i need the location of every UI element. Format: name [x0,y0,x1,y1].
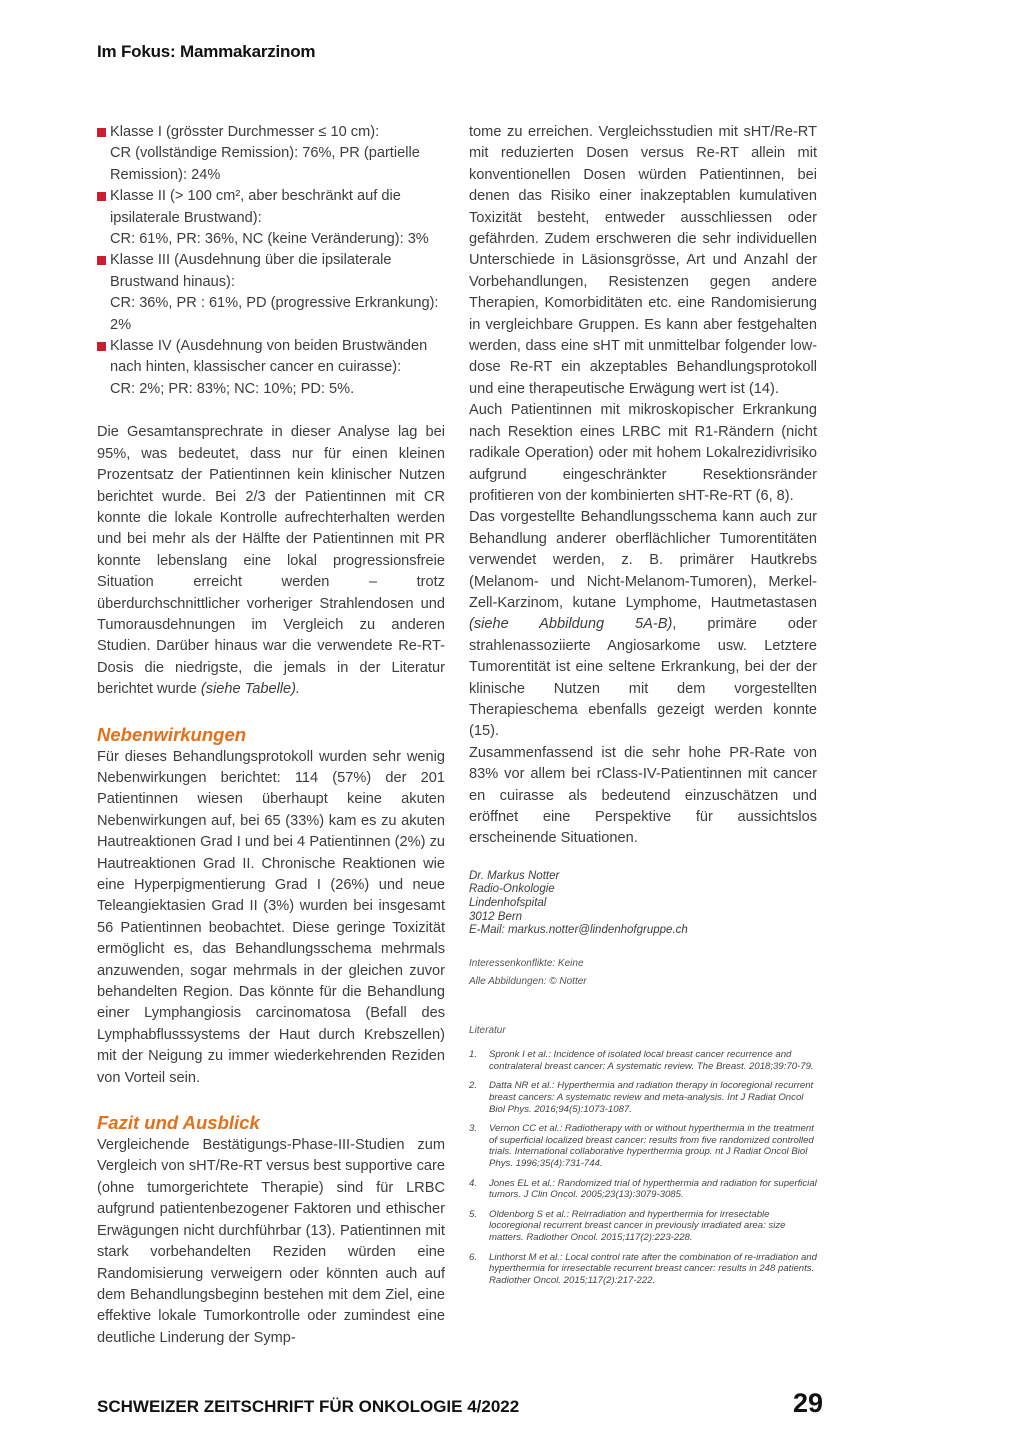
author-email[interactable]: E-Mail: markus.notter@lindenhofgruppe.ch [469,924,688,937]
author-name: Dr. Markus Notter [469,869,560,882]
list-item [97,122,445,186]
author-department: Radio-Onkologie [469,883,555,896]
image-credit: Alle Abbildungen: © Notter [469,975,587,987]
paragraph-response-rate: Die Gesamtansprechrate in dieser Analyse lag bei 95%, was bedeutet, dass nur für einen kleinen Prozentsatz der Patientinnen kein klinischer Nutzen berichtet wurde. Bei 2/3 der Patientinnen mit CR konnte die lokale Kontrolle aufrechterhalten werden und bei mehr als der Hälfte der Patientinnen mit PR konnte lebenslang eine lokal progressionsfreie Situation erreicht werden – trotz überdurchschnittlicher vorheriger Strahlendosen und Tumorausdehnungen im Vergleich zu anderen Studien. Darüber hinaus war die verwendete Re-RT-Dosis die niedrigste, die jemals in der Literatur berichtet wurde (siehe Tabelle). [97,424,445,698]
reference-item: 6. Linthorst M et al.: Local control rate after the combination of re-irradiation and hyperthermia for irresectable recurrent breast cancer: results in 248 patients. Radiother Oncol. 2015;117(2):217-222. [469,1251,817,1286]
reference-item: 4. Jones EL et al.: Randomized trial of hyperthermia and radiation for superficial tumors. J Clin Oncol. 2005;23(13):3079-3085. [469,1177,817,1201]
list-item [97,336,445,400]
paragraph-side-effects: Für dieses Behandlungsprotokoll wurden sehr wenig Nebenwirkungen berichtet: 114 (57%) der 201 Patientinnen wiesen überhaupt keine akuten Nebenwirkungen auf, bei 65 (33%) kam es zu akuten Hautreaktionen Grad I und bei 4 Patientinnen (2%) zu Hautreaktionen Grad II. Chronische Reaktionen wie eine Hyperpigmentierung Grad I (26%) und neue Teleangiektasien Grad II (3%) wurden bei insgesamt 56 Patientinnen beobachtet. Diese geringe Toxizität ermöglicht es, das Behandlungsschema mehrmals anzuwenden, sogar mehrmals in der gleichen zuvor behandelten Region. Das könnte für die Behandlung einer Lymphangiosis carcinomatosa (Befall des Lymphabflusssystems der Haut durch Krebszellen) mit der Neigung zu immer wiederkehrenden Reziden von Vorteil sein. [97,748,445,1086]
section-heading-nebenwirkungen: Nebenwirkungen [97,723,247,745]
running-header: Im Fokus: Mammakarzinom [97,42,316,61]
bullet-result: CR: 2%; PR: 83%; NC: 10%; PD: 5%. [110,380,355,397]
bullet-square-icon [97,192,106,201]
reference-item: 2. Datta NR et al.: Hyperthermia and radiation therapy in locoregional recurrent breast cancers: A systematic review and meta-analysis. Int J Radiat Oncol Biol Phys. 2016;94(5):1073-1087. [469,1080,814,1115]
author-block [469,870,817,938]
table-reference: (siehe Tabelle). [200,681,301,698]
bullet-title: Klasse III (Ausdehnung über die ipsilaterale Brustwand hinaus): [110,252,392,290]
bullet-square-icon [97,256,106,265]
paragraph-symptoms: tome zu erreichen. Vergleichsstudien mit sHT/Re-RT mit reduzierten Dosen versus Re-RT allein mit konventionellen Dosen würden Patientinnen, bei denen das Risiko einer inakzeptablen kumulativen Toxizität besteht, entweder ausschliessen oder gefährden. Zudem erschweren die sehr individuellen Unterschiede in Läsionsgrösse, Art und Anzahl der Vorbehandlungen, Resistenzen gegen andere Therapien, Komorbiditäten etc. eine Randomisierung in vergleichbare Gruppen. Es kann aber festgehalten werden, dass eine sHT mit unmittelbar folgender low-dose Re-RT ein akzeptables Behandlungsprotokoll und eine therapeutische Erwägung wert ist (14). [469,124,817,397]
paragraph-summary: Zusammenfassend ist die sehr hohe PR-Rate von 83% vor allem bei rClass-IV-Patientinnen mit cancer en cuirasse als bedeutend einzuschätzen und eröffnet eine Perspektive für aussichtslos erscheinende Situationen. [469,744,817,847]
section-heading-fazit: Fazit und Ausblick [97,1112,260,1134]
reference-item: 5. Oldenborg S et al.: Reirradiation and hyperthermia for irresectable locoregional recurrent breast cancer in previously irradiated area: size matters. Radiother Oncol. 2015;117(2):223-228. [469,1208,786,1243]
bullet-square-icon [97,128,106,137]
list-item [97,250,445,336]
conflict-of-interest: Interessenkonflikte: Keine [469,957,584,969]
left-column [97,122,445,1349]
bullet-result: CR (vollständige Remission): 76%, PR (partielle Remission): 24% [110,145,420,183]
paragraph-conclusion: Vergleichende Bestätigungs-Phase-III-Studien zum Vergleich von sHT/Re-RT versus best supportive care (ohne tumorgerichtete Therapie) sind für LRBC aufgrund patientenbezogener Faktoren und ethischer Erwägungen nicht durchführbar (13). Patientinnen mit stark vorbehandelten Reziden würden eine Randomisierung verweigern oder könnten auch auf dem Behandlungsbeginn bestehen mit dem Ziel, eine effektive lokale Tumorkontrolle oder zumindest eine deutliche Linderung der Symp- [97,1137,445,1346]
right-column [469,122,817,1294]
bullet-square-icon [97,342,106,351]
paragraph-other-entities: Das vorgestellte Behandlungsschema kann auch zur Behandlung anderer oberflächlicher Tumorentitäten verwendet werden, z. B. primärer Hautkrebs (Melanom- und Nicht-Melanom-Tumoren), Merkel-Zell-Karzinom, kutane Lymphome, Hautmetastasen (siehe Abbildung 5A-B), primäre oder strahlenassoziierte Angiosarkome usw. Letztere Tumorentität ist eine seltene Erkrankung, bei der der klinische Nutzen mit dem vorgestellten Therapieschema ebenfalls gezeigt werden konnte (15). [469,509,817,740]
reference-list [469,1049,817,1286]
paragraph-microscopic-disease: Auch Patientinnen mit mikroskopischer Erkrankung nach Resektion eines LRBC mit R1-Rändern (nicht radikale Operation) oder mit hohem Lokalrezidivrisiko aufgrund eingeschränkter Resektionsränder profitieren von der kombinierten sHT-Re-RT (6, 8). [469,402,817,504]
figure-reference: (siehe Abbildung 5A-B) [469,616,673,633]
author-hospital: Lindenhofspital [469,897,547,909]
class-results-list [97,122,445,400]
page-number: 29 [793,1388,824,1418]
journal-footer: SCHWEIZER ZEITSCHRIFT FÜR ONKOLOGIE 4/2022 [97,1397,520,1416]
bullet-title: Klasse II (> 100 cm², aber beschränkt auf die ipsilaterale Brustwand): [110,188,401,226]
bullet-result: CR: 36%, PR : 61%, PD (progressive Erkrankung): 2% [110,295,439,333]
reference-item: 1. Spronk I et al.: Incidence of isolated local breast cancer recurrence and contralateral breast cancer: A systematic review. The Breast. 2018;39:70-79. [469,1049,814,1072]
author-city: 3012 Bern [469,910,523,923]
literature-heading: Literatur [469,1024,506,1036]
bullet-title: Klasse IV (Ausdehnung von beiden Brustwänden nach hinten, klassischer cancer en cuirasse): [110,338,428,376]
reference-item: 3. Vernon CC et al.: Radiotherapy with or without hyperthermia in the treatment of superficial localized breast cancer: results from five randomized controlled trials. International collaborative hyperthermia group. nt J Radiat Oncol Biol Phys. 1996;35(4):731-744. [469,1123,814,1169]
bullet-title: Klasse I (grösster Durchmesser ≤ 10 cm): [110,124,380,140]
bullet-result: CR: 61%, PR: 36%, NC (keine Veränderung): 3% [110,231,429,248]
list-item [97,186,445,250]
